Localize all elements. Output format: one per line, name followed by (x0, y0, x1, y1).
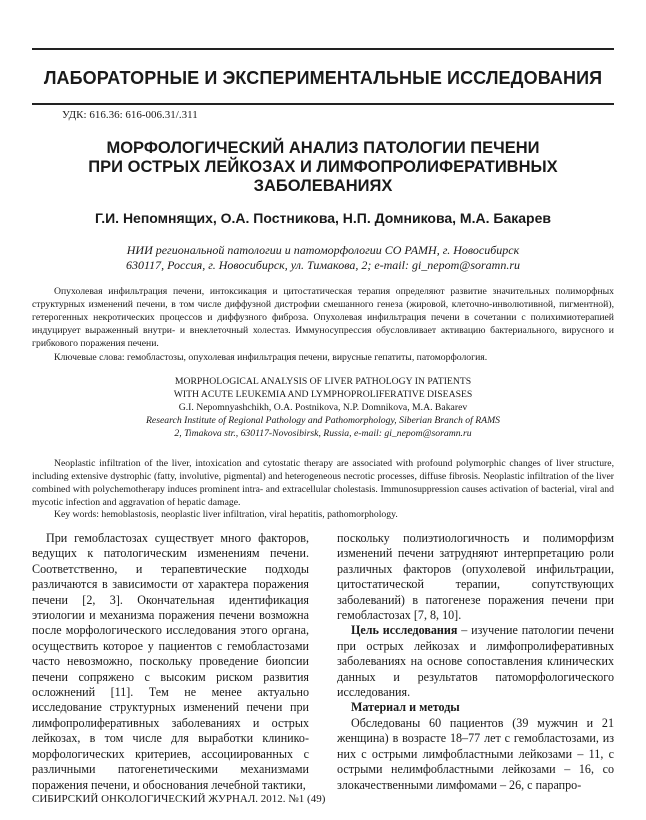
body-column-left (32, 531, 309, 793)
keywords-ru: Ключевые слова: гемобластозы, опухолевая инфильтрация печени, вирусные гепатиты, патоморфология. (54, 352, 488, 363)
abstract-en: Neoplastic infiltration of the liver, intoxication and cytostatic therapy are associated with profound polymorphic changes of liver structure, including extensive dystrophic (fatty, involutive, pigmental) and heterogeneous necrotic processes, diffuse fibrosis. Neoplastic infiltration of the liver combined with polychemotherapy induces prominent intra- and extracellular cholestasis. Immunosuppression causes activation of bacterial, viral and mycotic infection and aggravation of hepatic damage. (32, 458, 614, 508)
en-affiliation-line: 2, Timakova str., 630117-Novosibirsk, Russia, e-mail: gi_nepom@soramn.ru (174, 427, 472, 439)
methods-heading: Материал и методы (351, 700, 460, 715)
title-line: ПРИ ОСТРЫХ ЛЕЙКОЗАХ И ЛИМФОПРОЛИФЕРАТИВНЫХ (88, 158, 558, 176)
aim-label: Цель исследования (351, 623, 458, 638)
affiliation-line: 630117, Россия, г. Новосибирск, ул. Тимакова, 2; e-mail: gi_nepom@soramn.ru (125, 258, 521, 272)
aim-paragraph (337, 623, 614, 700)
section-header: ЛАБОРАТОРНЫЕ И ЭКСПЕРИМЕНТАЛЬНЫЕ ИССЛЕДОВАНИЯ (32, 48, 614, 105)
authors: Г.И. Непомнящих, О.А. Постникова, Н.П. Домникова, М.А. Бакарев (95, 210, 551, 226)
intro-continuation: поскольку полиэтиологичность и полиморфизм изменений печени затрудняют интерпретацию роли различных факторов (опухолевой инфильтрации, цитостатической терапии, сопутствующих заболеваний) в патогенезе поражения печени при гемобластозах [7, 8, 10]. (337, 531, 614, 623)
en-authors: G.I. Nepomnyashchikh, O.A. Postnikova, N.P. Domnikova, M.A. Bakarev (178, 401, 468, 413)
english-summary (60, 376, 586, 441)
methods-paragraph: Обследованы 60 пациентов (39 мужчин и 21 женщина) в возрасте 18–77 лет с гемобластозами, из них с острыми лимфобластными лейкозами – 11, с острыми нелимфобластными лейкозами – 16, со злокачественными лимфомами – 26, с парапро- (337, 715, 614, 792)
article-title (40, 139, 606, 196)
title-line: ЗАБОЛЕВАНИЯХ (253, 177, 393, 195)
en-title-line: WITH ACUTE LEUKEMIA AND LYMPHOPROLIFERATIVE DISEASES (173, 388, 473, 400)
en-title-line: MORPHOLOGICAL ANALYSIS OF LIVER PATHOLOGY IN PATIENTS (174, 376, 472, 387)
journal-footer: СИБИРСКИЙ ОНКОЛОГИЧЕСКИЙ ЖУРНАЛ. 2012. №1 (49) (32, 793, 326, 805)
udk-code: УДК: 616.36: 616-006.31/.311 (62, 109, 198, 121)
affiliation-line: НИИ региональной патологии и патоморфологии СО РАМН, г. Новосибирск (126, 243, 520, 257)
en-affiliation-line: Research Institute of Regional Pathology and Pathomorphology, Siberian Branch of RAMS (146, 414, 500, 426)
abstract-ru: Опухолевая инфильтрация печени, интоксикация и цитостатическая терапия определяют развитие значительных полиморфных структурных изменений печени, в том числе диффузной дистрофии смешанного генеза (жировой, клеточно-инволютивной, пигментной), гетерогенных некротических процессов и диффузного фиброза. Опухолевая инфильтрация печени в сочетании с полихимиотерапией индуцирует выраженный внутри- и внеклеточный холестаз. Иммуносупрессия обусловливает активацию бактериального, вирусного и грибкового поражения печени. (32, 286, 614, 349)
affiliation (40, 243, 606, 273)
intro-paragraph: При гемобластозах существует много факторов, ведущих к патологическим изменениям печени. Соответственно, и терапевтические подходы различаются в зависимости от характера поражения печени [2, 3]. Окончательная идентификация этиологии и механизма поражения печени возможна после морфологического исследования этого органа, осуществить которое у пациентов с гемобластозами часто невозможно, поскольку проведение биопсии печени сопряжено с высоким риском развития осложнений [11]. Тем не менее актуально исследование структурных изменений печени при лимфопролиферативных заболеваниях и острых лейкозах, в том числе для выработки клинико-морфологических критериев, ассоциированных с различными патогенетическими механизмами поражения печени, и обоснования лечебной тактики, (32, 531, 309, 792)
aim-text: – изучение патологии печени при острых лейкозах и лимфопролиферативных заболеваниях на основе сопоставления клинических данных и результатов патоморфологического исследования. (337, 623, 614, 700)
body-column-right (337, 531, 614, 793)
title-line: МОРФОЛОГИЧЕСКИЙ АНАЛИЗ ПАТОЛОГИИ ПЕЧЕНИ (106, 139, 540, 157)
keywords-en: Key words: hemoblastosis, neoplastic liver infiltration, viral hepatitis, pathomorphology. (54, 509, 398, 520)
